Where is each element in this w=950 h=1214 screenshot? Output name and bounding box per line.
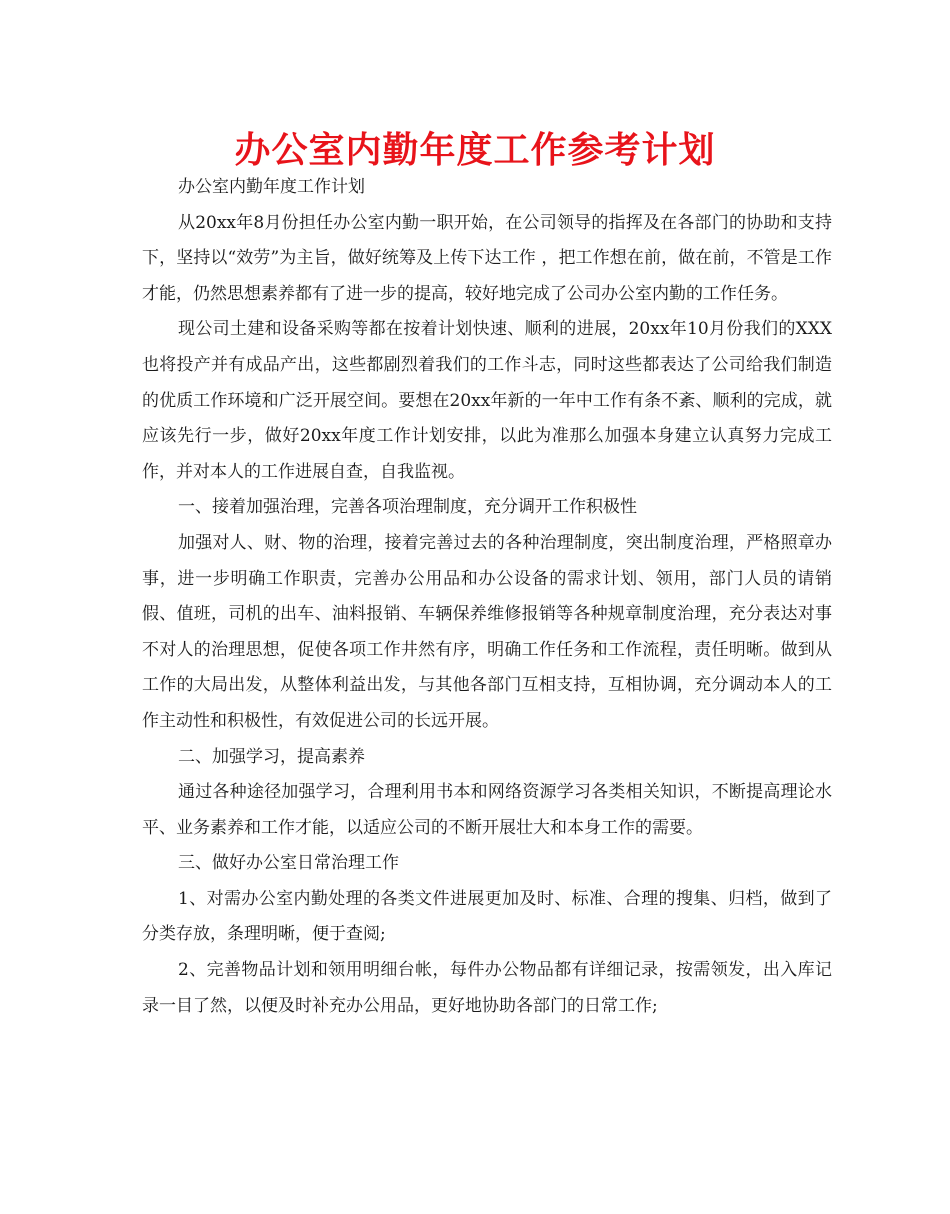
document-title: 办公室内勤年度工作参考计划 [234, 130, 716, 171]
document-body [142, 170, 832, 1024]
context-paragraph: 现公司土建和设备采购等都在按着计划快速、顺利的进展，20xx年10月份我们的XXX也将投产并有成品产出，这些都剧烈着我们的工作斗志，同时这些都表达了公司给我们制造的优质工作环境和广泛开展空间。要想在20xx年新的一年中工作有条不紊、顺利的完成，就应该先行一步，做好20xx年度工作计划安排，以此为准那么加强本身建立认真努力完成工作，并对本人的工作进展自查，自我监视。 [142, 319, 832, 482]
section-2-paragraph: 通过各种途径加强学习，合理利用书本和网络资源学习各类相关知识，不断提高理论水平、业务素养和工作才能，以适应公司的不断开展壮大和本身工作的需要。 [142, 782, 832, 838]
section-3-item-1: 1、对需办公室内勤处理的各类文件进展更加及时、标准、合理的搜集、归档，做到了分类存放，条理明晰，便于查阅; [142, 888, 832, 945]
intro-paragraph: 从20xx年8月份担任办公室内勤一职开始，在公司领导的指挥及在各部门的协助和支持下，坚持以“效劳”为主旨，做好统筹及上传下达工作 ，把工作想在前，做在前，不管是工作才能，仍然思想素养都有了进一步的提高，较好地完成了公司办公室内勤的工作任务。 [142, 212, 832, 304]
subtitle-paragraph: 办公室内勤年度工作计划 [178, 177, 365, 197]
section-heading-3: 三、做好办公室日常治理工作 [178, 853, 399, 874]
section-heading-1: 一、接着加强治理，完善各项治理制度，充分调开工作积极性 [178, 497, 637, 518]
section-1-paragraph: 加强对人、财、物的治理，接着完善过去的各种治理制度，突出制度治理，严格照章办事，进一步明确工作职责，完善办公用品和办公设备的需求计划、领用，部门人员的请销假、值班，司机的出车、油料报销、车辆保养维修报销等各种规章制度治理，充分表达对事不对人的治理思想，促使各项工作井然有序，明确工作任务和工作流程，责任明晰。做到从工作的大局出发，从整体利益出发，与其他各部门互相支持，互相协调，充分调动本人的工作主动性和积极性，有效促进公司的长远开展。 [142, 532, 832, 731]
section-heading-2: 二、加强学习，提高素养 [178, 746, 365, 767]
section-3-item-2: 2、完善物品计划和领用明细台帐，每件办公物品都有详细记录，按需领发，出入库记录一目了然，以便及时补充办公用品，更好地协助各部门的日常工作; [142, 960, 832, 1016]
